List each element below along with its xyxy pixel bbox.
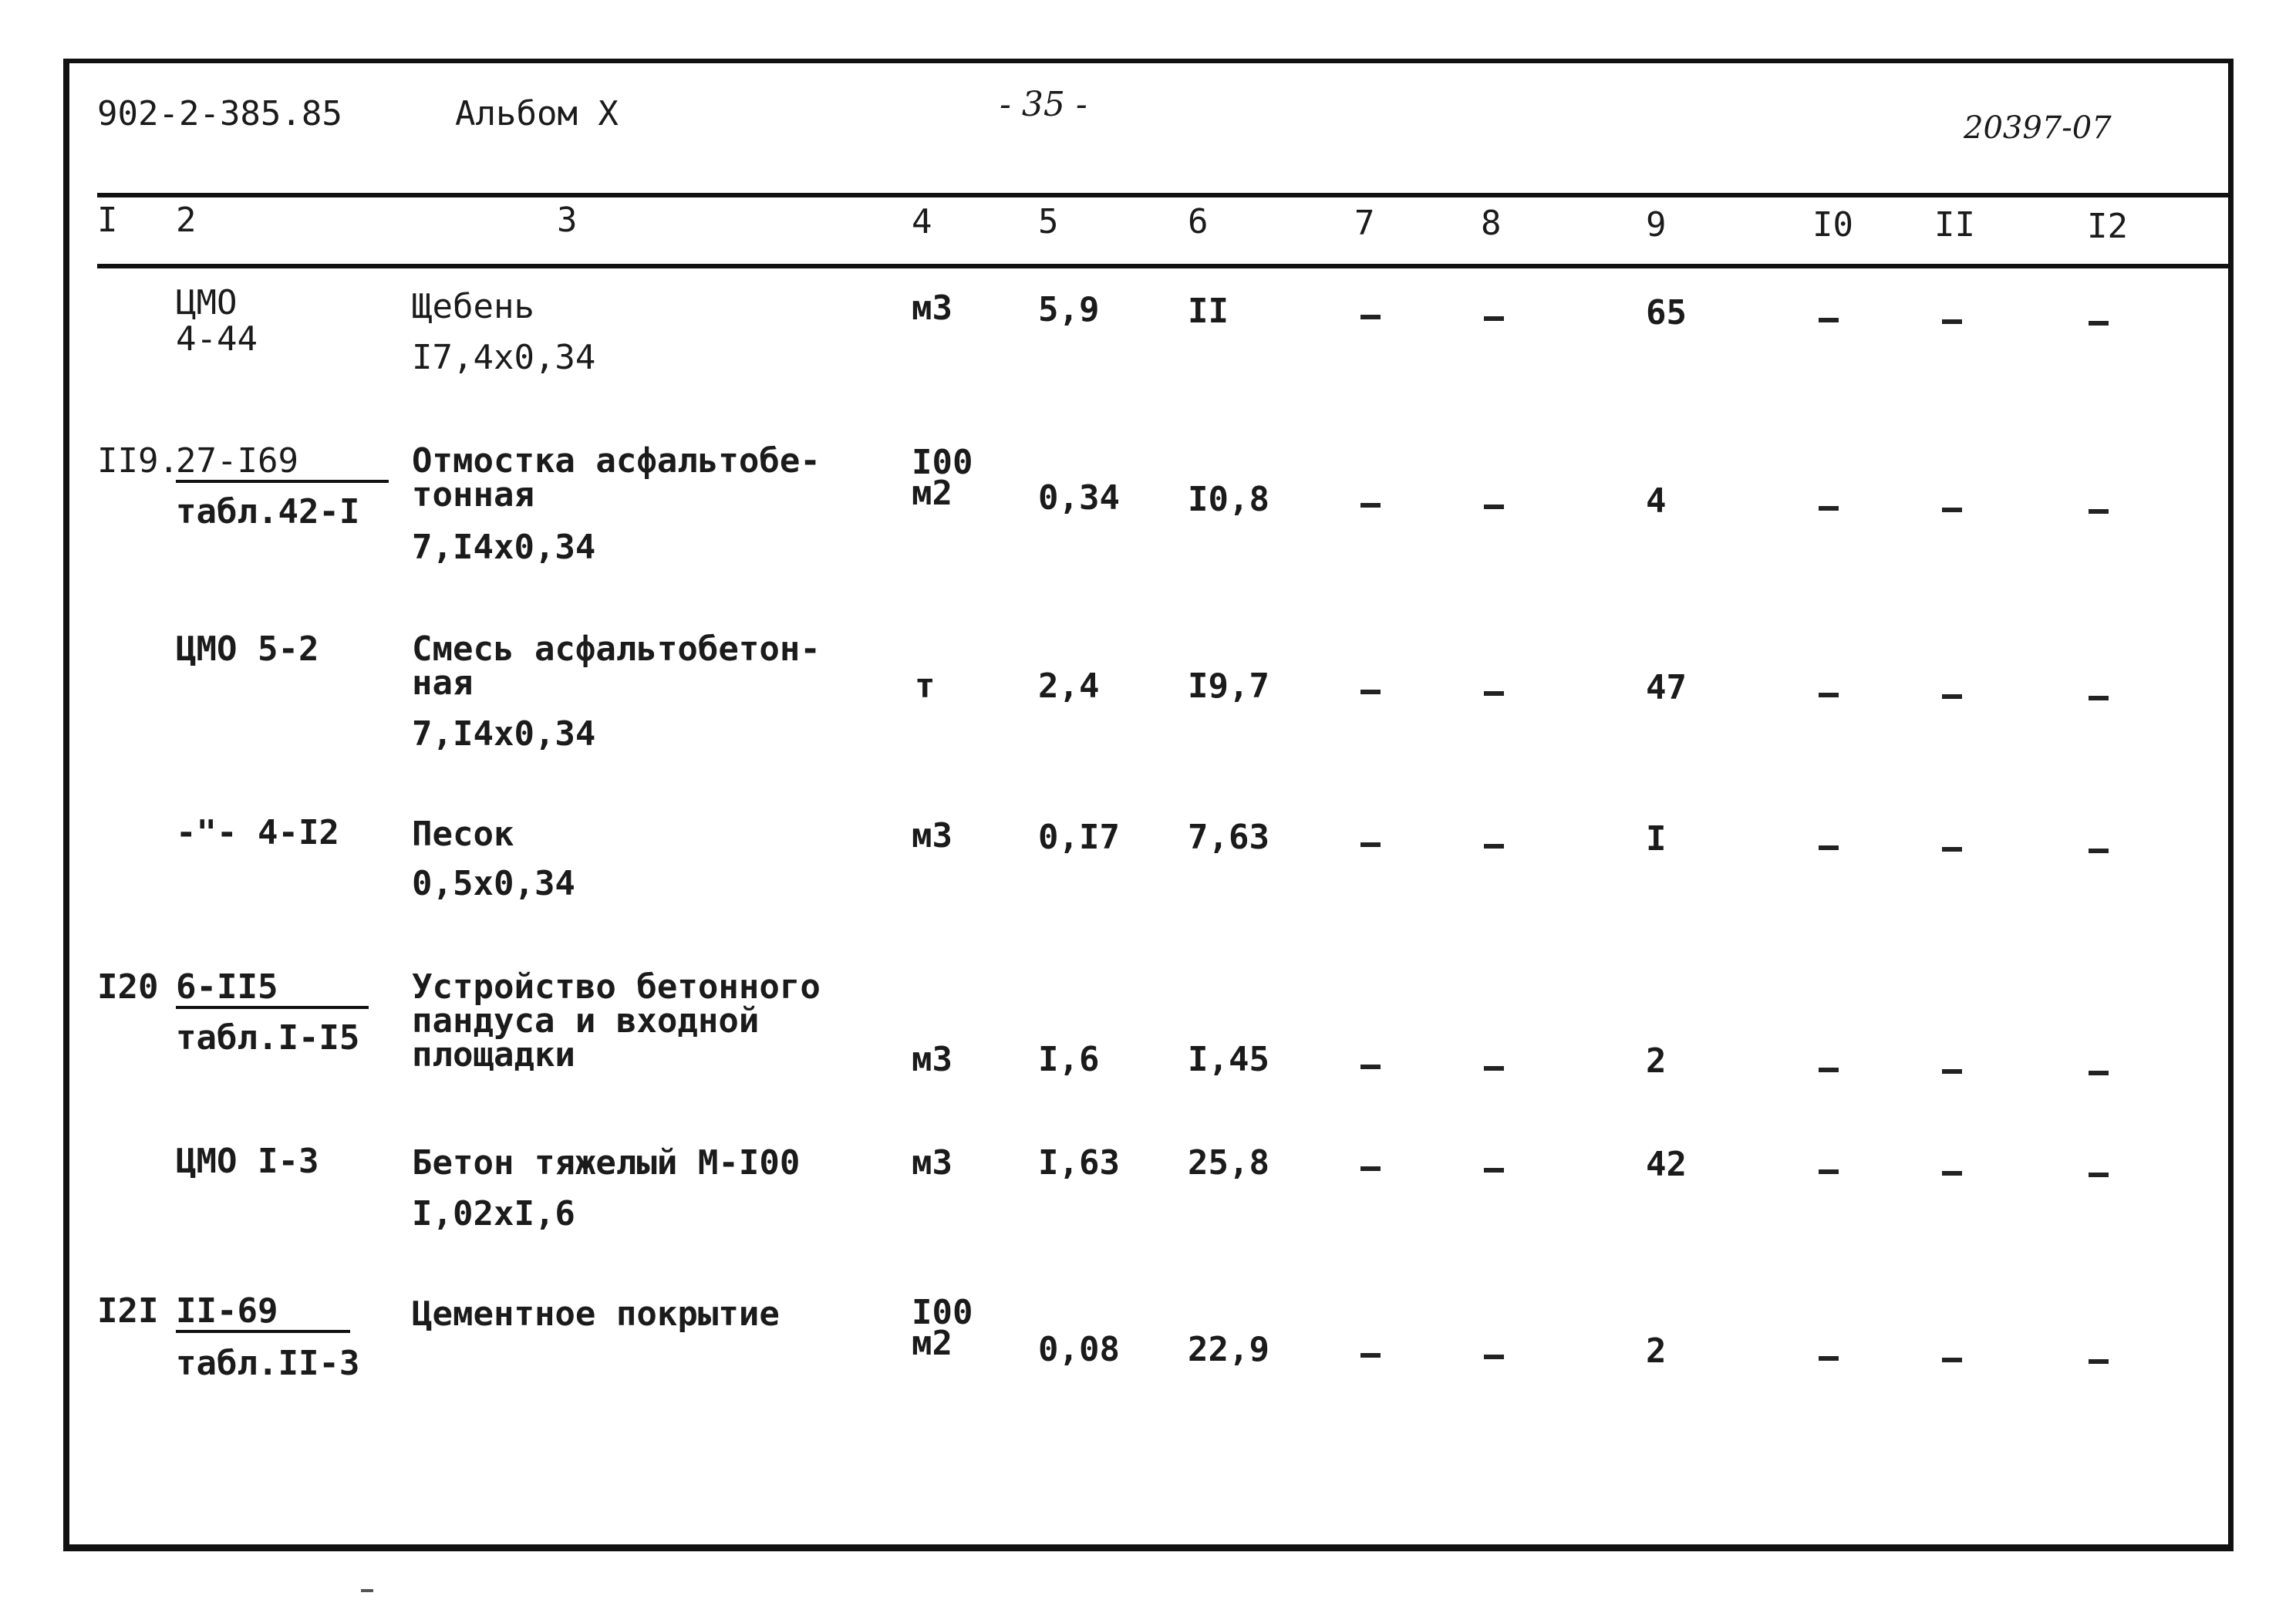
work-name-line-1: Отмостка асфальтобе- [412,441,821,481]
work-name-line-2: тонная [412,475,534,515]
dash-col11 [1942,1171,1962,1176]
value-col5: 2,4 [1038,666,1100,706]
col-8: 8 [1481,204,1502,243]
dash-col12 [2089,1173,2109,1177]
dash-col12 [2089,849,2109,853]
value-col5: 0,08 [1038,1330,1120,1369]
dash-col10 [1819,1169,1839,1174]
value-col5: I,6 [1038,1040,1100,1079]
code-bottom: табл.42-I [176,492,360,531]
dash-col10 [1819,318,1839,322]
stamp-number: 20397-07 [1964,110,2112,146]
dash-col12 [2089,696,2109,700]
dash-col12 [2089,1071,2109,1075]
value-col6: II [1188,292,1229,331]
value-col9: 2 [1646,1041,1667,1081]
unit: м3 [912,1143,952,1183]
dash-col10 [1819,1356,1839,1361]
column-rule [97,264,2234,268]
col-6: 6 [1188,202,1209,241]
col-11: II [1934,205,1975,245]
dash-col7 [1360,842,1381,847]
unit: м3 [912,289,952,328]
value-col5: I,63 [1038,1143,1120,1183]
dash-col10 [1819,845,1839,850]
doc-code: 902-2-385.85 [97,94,342,133]
unit: м3 [912,1040,952,1079]
dash-col11 [1942,847,1962,852]
col-4: 4 [912,202,932,241]
dash-col10 [1819,506,1839,511]
work-name: Щебень [412,287,534,326]
header-rule [97,193,2234,197]
value-col9: 65 [1646,293,1687,332]
dash-col10 [1819,693,1839,697]
code-bottom: 4-44 [176,319,258,359]
formula: 0,5x0,34 [412,864,575,903]
position-number: II9. [97,441,179,481]
value-col5: 0,I7 [1038,818,1120,857]
unit-line-2: м2 [912,1324,952,1363]
dash-col8 [1484,1355,1504,1359]
scan-mark [361,1589,373,1592]
dash-col7 [1360,1353,1381,1358]
formula: 7,I4x0,34 [412,528,596,567]
dash-col12 [2089,1359,2109,1364]
dash-col11 [1942,1358,1962,1362]
formula: I7,4x0,34 [412,338,596,377]
col-9: 9 [1646,205,1667,245]
dash-col11 [1942,319,1962,324]
work-name: Цементное покрытие [412,1294,780,1334]
dash-col7 [1360,690,1381,694]
dash-col8 [1484,504,1504,509]
album-label: Альбом Х [455,94,619,133]
value-col6: I9,7 [1188,666,1269,706]
value-col5: 5,9 [1038,290,1100,329]
dash-col8 [1484,844,1504,849]
work-name-line-1: Устройство бетонного [412,967,821,1007]
code-bottom: табл.I-I5 [176,1018,360,1058]
code-top-wrap [176,443,389,483]
position-number: I2I [97,1291,159,1331]
unit: т [915,666,936,706]
dash-col11 [1942,508,1962,512]
work-name-line-2: ная [412,663,474,703]
code-top: ЦМО I-3 [176,1142,319,1181]
value-col6: 7,63 [1188,818,1269,857]
col-3: 3 [557,201,578,240]
dash-col10 [1819,1068,1839,1072]
work-name-line-3: площадки [412,1035,575,1075]
value-col9: 2 [1646,1331,1667,1371]
col-12: I2 [2087,207,2128,246]
code-top-wrap [176,969,369,1009]
dash-col8 [1484,1168,1504,1173]
dash-col8 [1484,691,1504,696]
dash-col7 [1360,1065,1381,1069]
value-col9: 47 [1646,668,1687,707]
code-top: II-69 [176,1293,350,1333]
code-top: 27-I69 [176,443,389,483]
dash-col8 [1484,1066,1504,1071]
dash-col12 [2089,321,2109,326]
page-number: - 35 - [1000,85,1087,124]
formula: 7,I4x0,34 [412,714,596,754]
unit-line-1: I00 [912,1293,973,1332]
dash-col8 [1484,316,1504,321]
dash-col11 [1942,1069,1962,1074]
value-col6: I,45 [1188,1040,1269,1079]
value-col6: 25,8 [1188,1143,1269,1183]
code-bottom: табл.II-3 [176,1344,360,1383]
code-top: 6-II5 [176,969,369,1009]
value-col9: 42 [1646,1145,1687,1184]
value-col5: 0,34 [1038,478,1120,518]
value-col6: I0,8 [1188,480,1269,519]
dash-col11 [1942,694,1962,699]
col-5: 5 [1038,202,1059,241]
code-top: ЦМО 5-2 [176,629,319,669]
dash-col7 [1360,1166,1381,1171]
page-frame [63,59,2234,1551]
col-10: I0 [1812,205,1853,245]
unit: м3 [912,816,952,855]
work-name-line-1: Смесь асфальтобетон- [412,629,821,669]
work-name: Бетон тяжелый М-I00 [412,1143,801,1183]
dash-col7 [1360,503,1381,508]
value-col9: 4 [1646,481,1667,521]
work-name-line-2: пандуса и входной [412,1001,760,1041]
work-name: Песок [412,815,514,854]
value-col6: 22,9 [1188,1330,1269,1369]
col-1: I [97,201,118,240]
col-7: 7 [1354,204,1375,243]
formula: I,02xI,6 [412,1194,575,1233]
code-top: ЦМО [176,283,238,322]
position-number: I20 [97,967,159,1007]
code-top: -"- 4-I2 [176,813,339,852]
unit-line-2: м2 [912,474,952,513]
col-2: 2 [176,201,197,240]
value-col9: I [1646,819,1667,859]
dash-col12 [2089,509,2109,514]
unit-line-1: I00 [912,443,973,482]
dash-col7 [1360,315,1381,319]
code-top-wrap [176,1293,350,1333]
